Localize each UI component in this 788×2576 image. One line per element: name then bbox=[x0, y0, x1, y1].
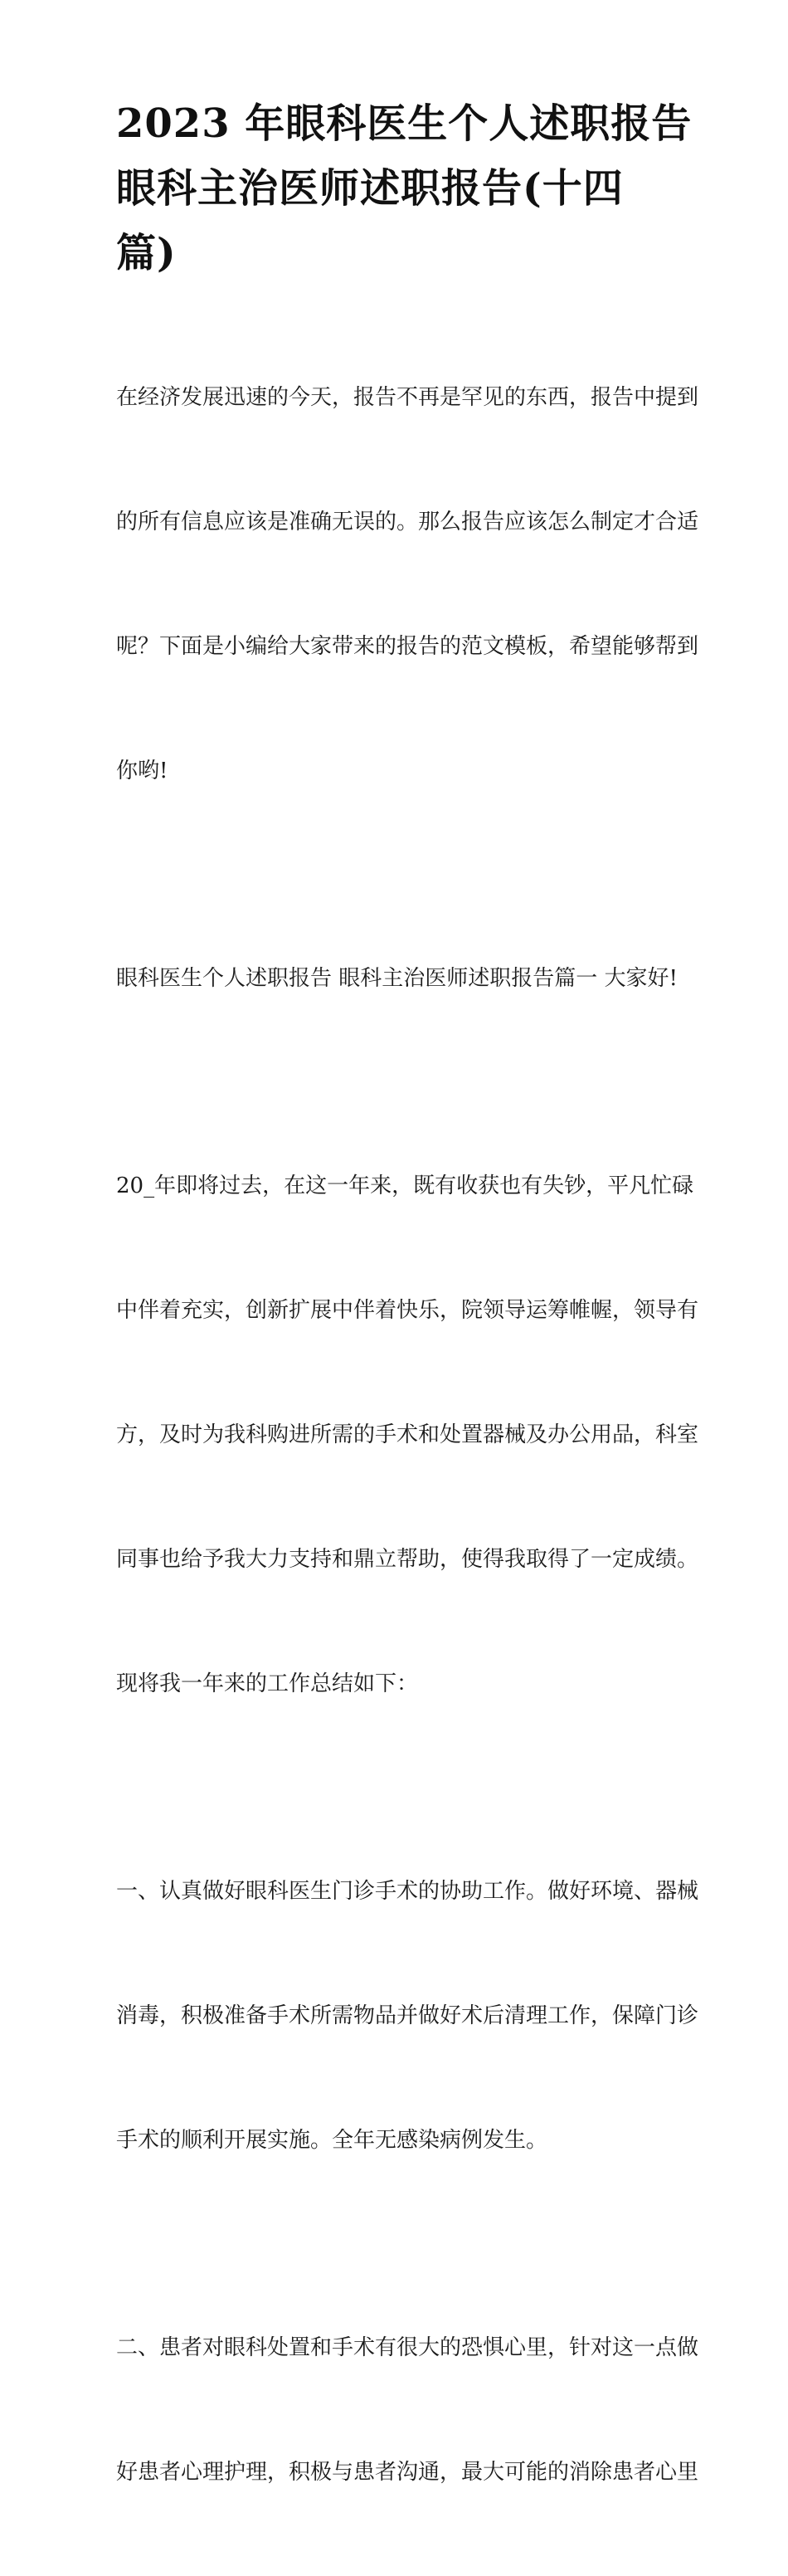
document-body bbox=[116, 294, 699, 2576]
paragraph-item-one bbox=[116, 1788, 699, 2244]
text-line: 好患者心理护理，积极与患者沟通，最大可能的消除患者心里 bbox=[116, 2460, 699, 2485]
title-line: 2023 年眼科医生个人述职报告 bbox=[116, 100, 693, 147]
text-line: 在经济发展迅速的今天，报告不再是罕见的东西，报告中提到 bbox=[116, 385, 699, 410]
paragraph-summary bbox=[116, 1082, 699, 1788]
text-line: 一、认真做好眼科医生门诊手术的协助工作。做好环境、器械 bbox=[116, 1879, 699, 1904]
text-line: 你哟! bbox=[116, 759, 168, 783]
document-title bbox=[116, 91, 693, 285]
text-line: 眼科医生个人述职报告 眼科主治医师述职报告篇一 大家好! bbox=[116, 966, 678, 991]
paragraph-item-two bbox=[116, 2244, 699, 2576]
text-line: 同事也给予我大力支持和鼎立帮助，使得我取得了一定成绩。 bbox=[116, 1547, 699, 1572]
text-line: 手术的顺利开展实施。全年无感染病例发生。 bbox=[116, 2128, 548, 2153]
text-line: 中伴着充实，创新扩展中伴着快乐，院领导运筹帷幄，领导有 bbox=[116, 1298, 699, 1323]
text-line: 现将我一年来的工作总结如下： bbox=[116, 1671, 419, 1696]
text-line: 二、患者对眼科处置和手术有很大的恐惧心里，针对这一点做 bbox=[116, 2335, 699, 2360]
text-line: 消毒，积极准备手术所需物品并做好术后清理工作，保障门诊 bbox=[116, 2003, 699, 2028]
paragraph-intro bbox=[116, 294, 699, 875]
title-line: 眼科主治医师述职报告(十四 bbox=[116, 165, 624, 212]
text-line: 20_年即将过去，在这一年来，既有收获也有失钞，平凡忙碌 bbox=[116, 1173, 694, 1198]
text-line: 的所有信息应该是准确无误的。那么报告应该怎么制定才合适 bbox=[116, 510, 699, 534]
title-line: 篇) bbox=[116, 230, 177, 276]
text-line: 呢？下面是小编给大家带来的报告的范文模板，希望能够帮到 bbox=[116, 634, 699, 659]
paragraph-heading bbox=[116, 875, 688, 1082]
text-line: 方，及时为我科购进所需的手术和处置器械及办公用品，科室 bbox=[116, 1422, 699, 1447]
